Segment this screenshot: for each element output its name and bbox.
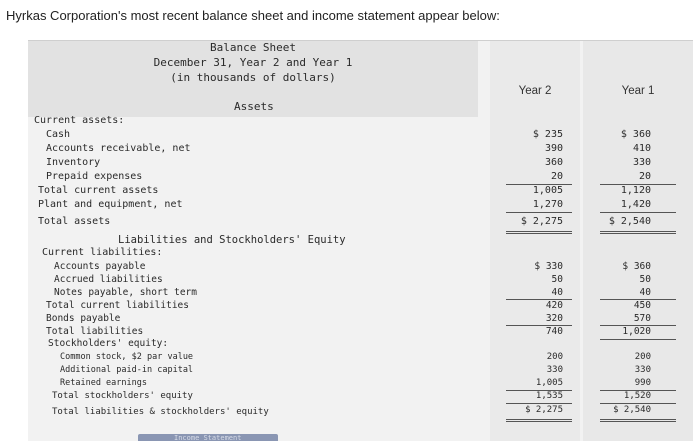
double-underline <box>600 419 676 422</box>
total-current-assets-label: Total current assets <box>38 185 159 196</box>
apic-y2: 330 <box>546 365 563 375</box>
statement-title: Balance Sheet <box>209 41 297 54</box>
notes-y1: 40 <box>639 287 651 298</box>
total-current-liabilities-label: Total current liabilities <box>46 300 189 311</box>
total-le-y1: $ 2,540 <box>613 405 651 415</box>
prepaid-y1: 20 <box>638 171 651 182</box>
income-statement-tab-label: Income Statement <box>174 434 242 441</box>
year2-header: Year 2 <box>518 85 552 97</box>
total-current-assets-y2: 1,005 <box>532 185 563 196</box>
double-underline <box>506 419 572 422</box>
ar-y2: 390 <box>544 143 563 154</box>
cash-y1: $ 360 <box>620 129 651 140</box>
ap-y1: $ 360 <box>622 261 651 272</box>
total-liabilities-label: Total liabilities <box>46 326 144 337</box>
total-current-liabilities-y2: 420 <box>545 300 563 311</box>
notes-y2: 40 <box>551 287 563 298</box>
cash-label: Cash <box>46 129 71 140</box>
plant-y2: 1,270 <box>532 199 563 210</box>
common-stock-y1: 200 <box>634 352 651 362</box>
total-current-assets-y1: 1,120 <box>620 185 651 196</box>
current-assets-heading: Current assets: <box>34 115 125 126</box>
total-current-liabilities-y1: 450 <box>633 300 651 311</box>
total-equity-label: Total stockholders' equity <box>52 391 193 401</box>
liabilities-heading: Liabilities and Stockholders' Equity <box>118 234 346 246</box>
total-liabilities-y1: 1,020 <box>622 326 651 337</box>
ar-label: Accounts receivable, net <box>46 143 191 154</box>
bonds-label: Bonds payable <box>46 313 121 324</box>
retained-earnings-y1: 990 <box>634 378 651 388</box>
double-underline <box>600 231 676 234</box>
assets-heading: Assets <box>234 100 274 113</box>
ar-y1: 410 <box>632 143 651 154</box>
common-stock-label: Common stock, $2 par value <box>60 352 194 362</box>
inventory-y2: 360 <box>544 157 563 168</box>
statement-date: December 31, Year 2 and Year 1 <box>153 56 353 69</box>
underline <box>506 403 572 404</box>
total-equity-y1: 1,520 <box>623 391 651 401</box>
balance-sheet-table <box>28 40 693 441</box>
year1-header: Year 1 <box>621 85 655 97</box>
ap-y2: $ 330 <box>534 261 563 272</box>
total-equity-y2: 1,535 <box>535 391 563 401</box>
underline <box>600 212 676 213</box>
bonds-y2: 320 <box>545 313 563 324</box>
plant-y1: 1,420 <box>620 199 651 210</box>
underline <box>600 403 676 404</box>
underline <box>600 339 676 340</box>
prepaid-label: Prepaid expenses <box>46 171 143 182</box>
accrued-y1: 50 <box>639 274 651 285</box>
apic-label: Additional paid-in capital <box>60 365 194 375</box>
underline <box>506 212 572 213</box>
ap-label: Accounts payable <box>54 261 146 272</box>
inventory-y1: 330 <box>632 157 651 168</box>
total-assets-y2: $ 2,275 <box>520 216 563 227</box>
statement-units: (in thousands of dollars) <box>170 71 336 84</box>
accrued-label: Accrued liabilities <box>54 274 163 285</box>
total-le-y2: $ 2,275 <box>525 405 563 415</box>
retained-earnings-label: Retained earnings <box>60 378 147 388</box>
prepaid-y2: 20 <box>550 171 563 182</box>
intro-text: Hyrkas Corporation's most recent balance sheet and income statement appear below: <box>6 8 500 23</box>
total-liabilities-y2: 740 <box>545 326 563 337</box>
current-liabilities-heading: Current liabilities: <box>42 247 163 258</box>
equity-heading: Stockholders' equity: <box>48 338 169 349</box>
bonds-y1: 570 <box>633 313 651 324</box>
double-underline <box>506 231 572 234</box>
retained-earnings-y2: 1,005 <box>535 378 563 388</box>
plant-label: Plant and equipment, net <box>38 199 183 210</box>
inventory-label: Inventory <box>46 157 101 168</box>
cash-y2: $ 235 <box>532 129 563 140</box>
total-assets-y1: $ 2,540 <box>608 216 651 227</box>
total-le-label: Total liabilities & stockholders' equity <box>52 407 269 417</box>
accrued-y2: 50 <box>551 274 563 285</box>
notes-label: Notes payable, short term <box>54 287 197 298</box>
apic-y1: 330 <box>634 365 651 375</box>
total-assets-label: Total assets <box>38 216 111 227</box>
common-stock-y2: 200 <box>546 352 563 362</box>
